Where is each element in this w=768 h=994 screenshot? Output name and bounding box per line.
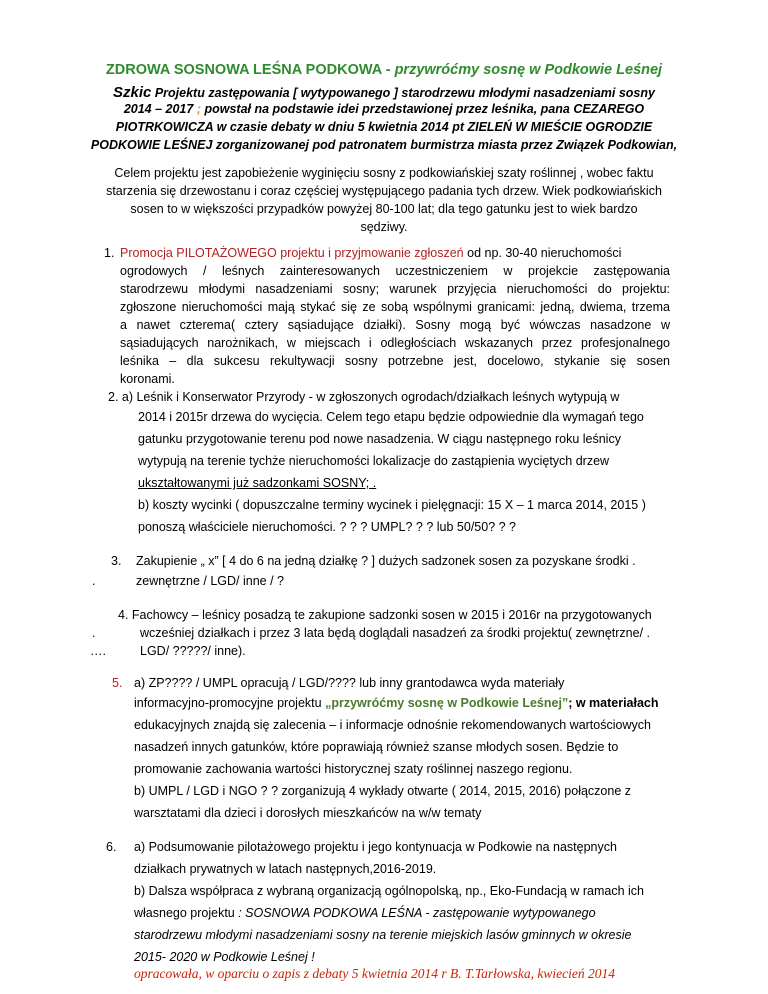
item-2-line-5: ukształtowanymi już sadzonkami SOSNY; . (138, 476, 377, 490)
item-3-margin-dot: . (92, 574, 96, 588)
title-main: ZDROWA SOSNOWA LEŚNA PODKOWA - (105, 62, 395, 78)
item-5-line-3: edukacyjnych znajdą się zalecenia – i informacje odnośnie rekomendowanych wartościowych (134, 718, 651, 732)
item-5-line-1: a) ZP???? / UMPL opracują / LGD/???? lub inny grantodawca wyda materiały (134, 676, 565, 690)
item-1-line-6: sąsiadujących narożnikach, w miejscach i odległościach wskazanych przez profesjonalnego (120, 336, 670, 350)
intro-line-3: sosen to w większości przypadków powyżej 80-100 lat; dla tego gatunku jest to wiek bardzo (130, 202, 638, 216)
subtitle-line-3: PIOTRKOWICZA w czasie debaty w dniu 5 kwietnia 2014 pt ZIELEŃ W MIEŚCIE OGRODZIE (115, 120, 653, 134)
item-5-number: 5. (112, 676, 123, 690)
item-4-margin-ellipsis: …. (90, 644, 106, 658)
item-3-line-1: Zakupienie „ x” [ 4 do 6 na jedną działkę ? ] dużych sadzonek sosen za pozyskane środki . (136, 554, 636, 568)
intro-line-2: starzenia się drzewostanu i coraz częściej występującego padania tych drzew. Wiek podkowiańskich (106, 184, 662, 198)
subtitle-l1-rest: Projektu zastępowania [ wytypowanego ] starodrzewu młodymi nasadzeniami sosny (151, 86, 655, 100)
subtitle-l2b: powstał na podstawie idei przedstawionej przez leśnika, pana CEZAREGO (201, 102, 645, 116)
item-4-margin-dot: . (92, 626, 96, 640)
title-italic: przywróćmy sosnę w Podkowie Leśnej (394, 62, 663, 78)
item-2-line-2: 2014 i 2015r drzewa do wycięcia. Celem tego etapu będzie odpowiednie dla wymagań tego (138, 410, 644, 424)
item-2-line-7: ponoszą właściciele nieruchomości. ? ? ? UMPL? ? ? lub 50/50? ? ? (138, 520, 516, 534)
item-2-line-4: wytypują na terenie tychże nieruchomości lokalizacje do zastąpienia wyciętych drzew (138, 454, 610, 468)
item-6-project-title: : SOSNOWA PODKOWA LEŚNA - zastępowanie wytypowanego (238, 906, 596, 920)
subtitle-semicolon: ; (196, 102, 201, 116)
item-6-line-4 (134, 904, 596, 922)
item-4-line-3: LGD/ ?????/ inne). (140, 644, 246, 658)
item-5-l2b: ; w materiałach (568, 696, 659, 710)
item-4-line-2: wcześniej działkach i przez 3 lata będą doglądali nasadzeń za środki projektu( zewnętrzne/ . (140, 626, 651, 640)
subtitle-line-4: PODKOWIE LEŚNEJ zorganizowanej pod patronatem burmistrza miasta przez Związek Podkowian, (90, 138, 678, 152)
subtitle-line-1 (0, 84, 768, 101)
item-6-line-5: starodrzewu młodymi nasadzeniami sosny na terenie miejskich lasów gminnych w okresie (134, 928, 632, 942)
item-3-line-2: zewnętrzne / LGD/ inne / ? (136, 574, 284, 588)
item-1-line-7: leśnika – dla sukcesu rekultywacji sosny potrzebne jest, docelowo, stykanie się sosen (120, 354, 670, 368)
subtitle-line-2 (0, 102, 768, 116)
item-6-line-2: działkach prywatnych w latach następnych,2016-2019. (134, 862, 437, 876)
item-1-line-8: koronami. (120, 372, 175, 386)
item-5-line-2 (134, 694, 659, 712)
item-5-line-6: b) UMPL / LGD i NGO ? ? zorganizują 4 wykłady otwarte ( 2014, 2015, 2016) połączone z (134, 784, 632, 798)
author-signature: opracowała, w oparciu o zapis z debaty 5 kwietnia 2014 r B. T.Tarłowska, kwiecień 2014 (134, 966, 615, 981)
item-6-line-1: a) Podsumowanie pilotażowego projektu i jego kontynuacja w Podkowie na następnych (134, 840, 617, 854)
intro-line-1: Celem projektu jest zapobieżenie wyginięciu sosny z podkowiańskiej szaty roślinnej , wobec faktu (114, 166, 654, 180)
item-5-l2a: informacyjno-promocyjne projektu (134, 696, 326, 710)
item-1-line-4: zgłoszone nieruchomości mają stykać się ze sobą wspólnymi granicami: jedną, dwiema, trzema (120, 300, 670, 314)
item-2-line-1: 2. a) Leśnik i Konserwator Przyrody - w zgłoszonych ogrodach/działkach leśnych wytypują w (108, 390, 620, 404)
item-6-line-3: b) Dalsza współpraca z wybraną organizacją ogólnopolską, np., Eko-Fundacją w ramach ich (134, 884, 644, 898)
item-1-line-1 (120, 244, 670, 262)
item-5-line-5: promowanie zachowania wartości historycznej szaty roślinnej naszego regionu. (134, 762, 573, 776)
item-1-line-5: a nawet czterema( cztery sąsiadujące działki). Sosny mogą być wówczas nasadzone w (120, 318, 670, 332)
subtitle-l2a: 2014 – 2017 (123, 102, 197, 116)
document-title (0, 62, 768, 78)
item-3-number: 3. (111, 554, 122, 568)
item-6-number: 6. (106, 840, 117, 854)
item-5-line-4: nasadzeń innych gatunków, które poprawiają również szanse młodych sosen. Będzie to (134, 740, 619, 754)
item-6-l4a: własnego projektu (134, 906, 239, 920)
item-1-number: 1. (104, 246, 115, 260)
item-5-project-name: „przywróćmy sosnę w Podkowie Leśnej” (325, 696, 569, 710)
item-1-line-2: ogrodowych / leśnych zainteresowanych uczestniczeniem w projekcie zastępowania (120, 264, 670, 278)
item-1-line-3: starodrzewu młodymi nasadzeniami sosny; warunek przyjęcia nieruchomości do projektu: (120, 282, 670, 296)
intro-line-4: sędziwy. (360, 220, 408, 234)
subtitle-szkic: Szkic (113, 84, 152, 101)
item-4-line-1: 4. Fachowcy – leśnicy posadzą te zakupione sadzonki sosen w 2015 i 2016r na przygotowanych (118, 608, 652, 622)
item-5-line-7: warsztatami dla dzieci i dorosłych mieszkańców na w/w tematy (134, 806, 482, 820)
item-1-highlight: Promocja PILOTAŻOWEGO projektu i przyjmowanie zgłoszeń (120, 246, 464, 260)
item-6-line-6: 2015- 2020 w Podkowie Leśnej ! (134, 950, 315, 964)
item-1-l1-rest: od np. 30-40 nieruchomości (463, 246, 622, 260)
item-2-line-6: b) koszty wycinki ( dopuszczalne terminy wycinek i pielęgnacji: 15 X – 1 marca 2014, 2015 ) (138, 498, 646, 512)
item-2-line-3: gatunku przygotowanie terenu pod nowe nasadzenia. W ciągu następnego roku leśnicy (138, 432, 621, 446)
